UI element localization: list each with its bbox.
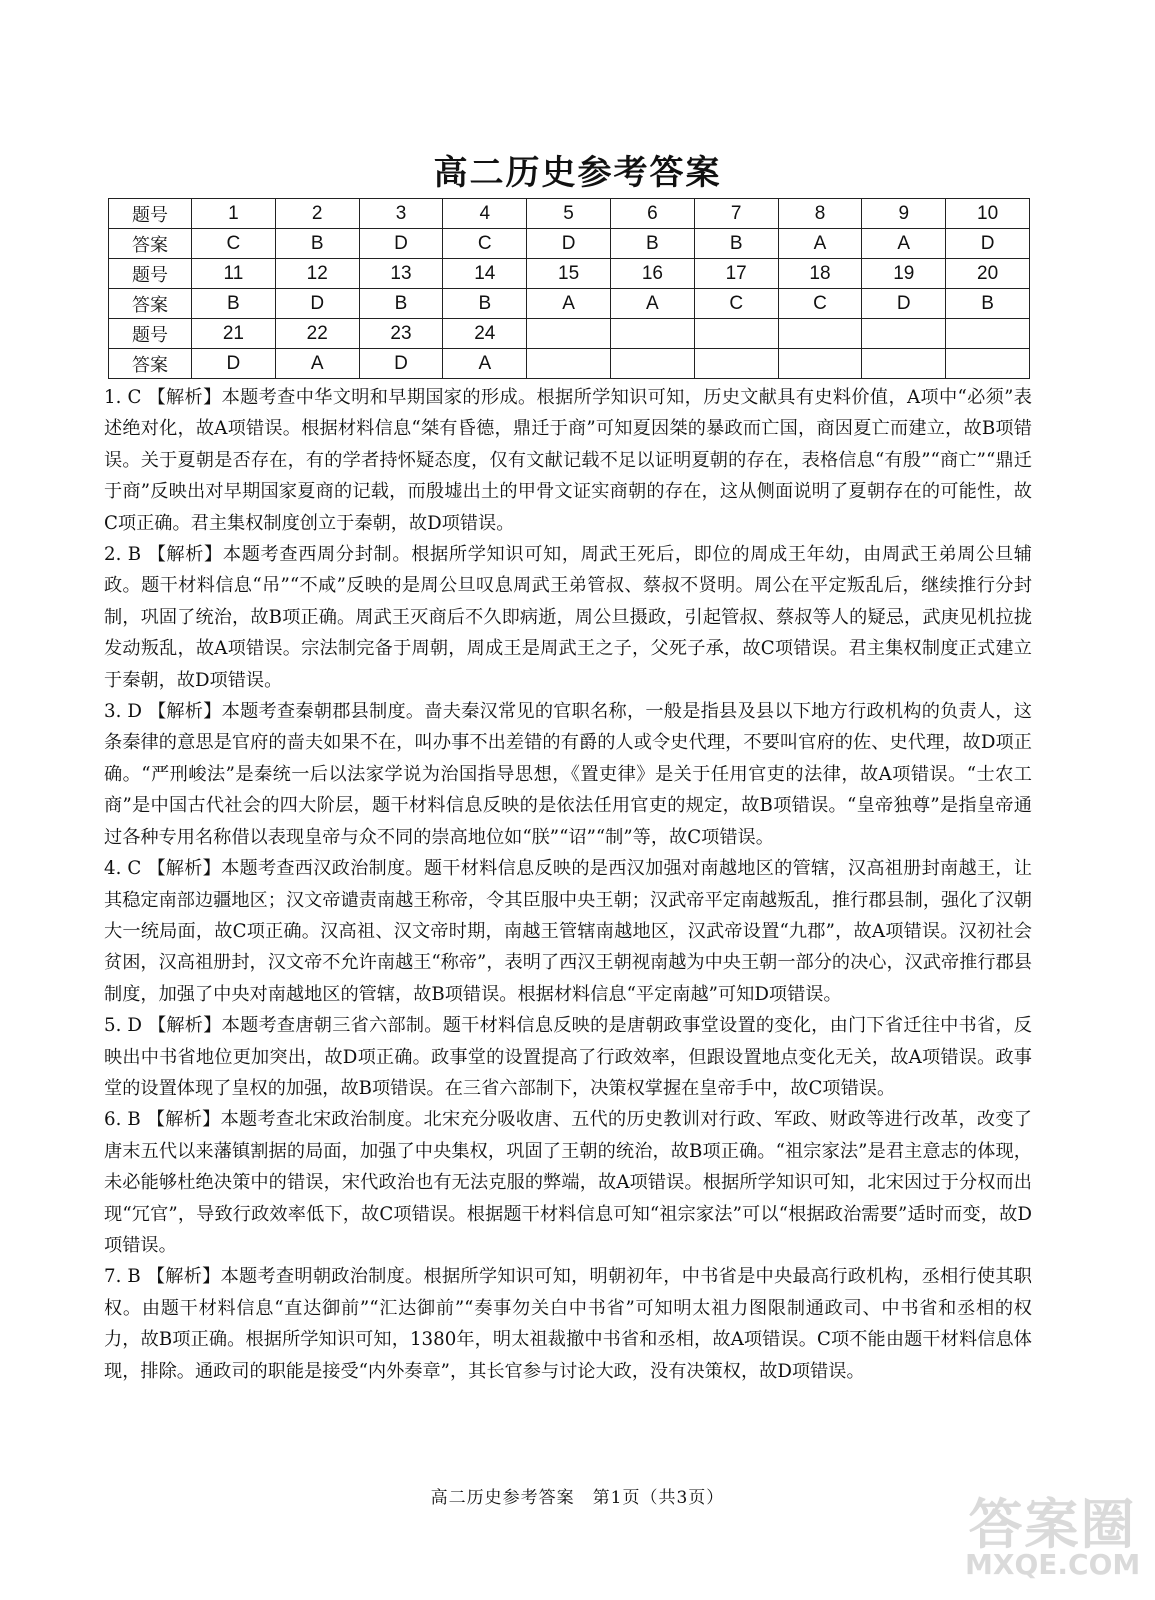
row-header-cell: 题号 bbox=[109, 319, 192, 349]
table-cell: 21 bbox=[192, 319, 276, 349]
row-header-cell: 答案 bbox=[109, 289, 192, 319]
table-cell: 24 bbox=[443, 319, 527, 349]
table-row bbox=[109, 319, 1030, 349]
page-title: 高二历史参考答案 bbox=[433, 153, 722, 193]
explanation-paragraph: 2. B 【解析】本题考查西周分封制。根据所学知识可知，周武王死后，即位的周成王年幼，由周武王弟周公旦辅政。题干材料信息“吊”“不咸”反映的是周公旦叹息周武王弟管叔、蔡叔不贤明。周公在平定叛乱后，继续推行分封制，巩固了统治，故B项正确。周武王灭商后不久即病逝，周公旦摄政，引起管叔、蔡叔等人的疑忌，武庚见机拉拢发动叛乱，故A项错误。宗法制完备于周朝，周成王是周武王之子，父死子承，故C项错误。君主集权制度正式建立于秦朝，故D项错误。 bbox=[104, 544, 1032, 691]
table-cell: 19 bbox=[862, 259, 946, 289]
explanation-paragraph: 3. D 【解析】本题考查秦朝郡县制度。啬夫秦汉常见的官职名称，一般是指县及县以下地方行政机构的负责人，这条秦律的意思是官府的啬夫如果不在，叫办事不出差错的有爵的人或令史代理，不要叫官府的佐、史代理，故D项正确。“严刑峻法”是秦统一后以法家学说为治国指导思想，《置吏律》是关于任用官吏的法律，故A项错误。“士农工商”是中国古代社会的四大阶层，题干材料信息反映的是依法任用官吏的规定，故B项错误。“皇帝独尊”是指皇帝通过各种专用名称借以表现皇帝与众不同的崇高地位如“朕”“诏”“制”等，故C项错误。 bbox=[104, 701, 1032, 848]
row-header-cell: 答案 bbox=[109, 229, 192, 259]
table-cell: A bbox=[610, 289, 694, 319]
table-cell: 15 bbox=[527, 259, 611, 289]
table-cell: C bbox=[192, 229, 276, 259]
table-cell bbox=[946, 349, 1030, 379]
table-cell: 5 bbox=[527, 199, 611, 229]
table-cell: 22 bbox=[275, 319, 359, 349]
table-row bbox=[109, 199, 1030, 229]
explanation-paragraph: 4. C 【解析】本题考查西汉政治制度。题干材料信息反映的是西汉加强对南越地区的管辖，汉高祖册封南越王，让其稳定南部边疆地区；汉文帝谴责南越王称帝，令其臣服中央王朝；汉武帝平定南越叛乱，推行郡县制，强化了汉朝大一统局面，故C项正确。汉高祖、汉文帝时期，南越王管辖南越地区，汉武帝设置“九郡”，故A项错误。汉初社会贫困，汉高祖册封，汉文帝不允许南越王“称帝”，表明了西汉王朝视南越为中央王朝一部分的决心，汉武帝推行郡县制度，加强了中央对南越地区的管辖，故B项错误。根据材料信息“平定南越”可知D项错误。 bbox=[104, 858, 1032, 1005]
table-row bbox=[109, 289, 1030, 319]
explanations bbox=[104, 382, 1032, 1387]
explanation-paragraph: 5. D 【解析】本题考查唐朝三省六部制。题干材料信息反映的是唐朝政事堂设置的变化，由门下省迁往中书省，反映出中书省地位更加突出，故D项正确。政事堂的设置提高了行政效率，但跟设置地点变化无关，故A项错误。政事堂的设置体现了皇权的加强，故B项错误。在三省六部制下，决策权掌握在皇帝手中，故C项错误。 bbox=[104, 1015, 1032, 1099]
table-cell: B bbox=[610, 229, 694, 259]
table-cell: 3 bbox=[359, 199, 443, 229]
table-cell: B bbox=[275, 229, 359, 259]
table-cell: B bbox=[359, 289, 443, 319]
table-cell: C bbox=[778, 289, 862, 319]
explanation-paragraph: 7. B 【解析】本题考查明朝政治制度。根据所学知识可知，明朝初年，中书省是中央最高行政机构，丞相行使其职权。由题干材料信息“直达御前”“汇达御前”“奏事勿关白中书省”可知明太祖力图限制通政司、中书省和丞相的权力，故B项正确。根据所学知识可知，1380年，明太祖裁撤中书省和丞相，故A项错误。C项不能由题干材料信息体现，排除。通政司的职能是接受“内外奏章”，其长官参与讨论大政，没有决策权，故D项错误。 bbox=[104, 1266, 1032, 1382]
table-row bbox=[109, 349, 1030, 379]
table-cell: D bbox=[275, 289, 359, 319]
table-cell: 2 bbox=[275, 199, 359, 229]
row-header-cell: 题号 bbox=[109, 199, 192, 229]
table-cell: D bbox=[359, 229, 443, 259]
table-cell: A bbox=[862, 229, 946, 259]
table-cell: C bbox=[694, 289, 778, 319]
table-cell: B bbox=[946, 289, 1030, 319]
table-cell: 1 bbox=[192, 199, 276, 229]
table-cell: 10 bbox=[946, 199, 1030, 229]
row-header-cell: 答案 bbox=[109, 349, 192, 379]
table-cell: 8 bbox=[778, 199, 862, 229]
table-cell: 7 bbox=[694, 199, 778, 229]
table-cell: 4 bbox=[443, 199, 527, 229]
table-cell: 9 bbox=[862, 199, 946, 229]
table-cell bbox=[610, 349, 694, 379]
table-cell: 13 bbox=[359, 259, 443, 289]
table-cell: B bbox=[694, 229, 778, 259]
table-cell bbox=[610, 319, 694, 349]
table-cell bbox=[527, 349, 611, 379]
table-cell bbox=[778, 349, 862, 379]
table-cell: A bbox=[275, 349, 359, 379]
table-cell bbox=[862, 349, 946, 379]
table-cell: 20 bbox=[946, 259, 1030, 289]
table-cell bbox=[862, 319, 946, 349]
table-cell bbox=[946, 319, 1030, 349]
table-cell bbox=[694, 349, 778, 379]
table-cell: A bbox=[443, 349, 527, 379]
row-header-cell: 题号 bbox=[109, 259, 192, 289]
answer-table bbox=[108, 198, 1030, 379]
table-cell: D bbox=[359, 349, 443, 379]
table-cell: D bbox=[192, 349, 276, 379]
table-cell bbox=[694, 319, 778, 349]
table-cell: 23 bbox=[359, 319, 443, 349]
table-cell: 18 bbox=[778, 259, 862, 289]
table-cell: D bbox=[862, 289, 946, 319]
table-cell: 6 bbox=[610, 199, 694, 229]
table-cell: 17 bbox=[694, 259, 778, 289]
table-cell: 12 bbox=[275, 259, 359, 289]
table-cell: D bbox=[946, 229, 1030, 259]
table-cell: D bbox=[527, 229, 611, 259]
table-cell bbox=[527, 319, 611, 349]
table-row bbox=[109, 229, 1030, 259]
table-cell: 16 bbox=[610, 259, 694, 289]
page-footer: 高二历史参考答案 第1页（共3页） bbox=[430, 1488, 725, 1508]
watermark-logo bbox=[965, 1478, 1140, 1588]
explanation-paragraph: 1. C 【解析】本题考查中华文明和早期国家的形成。根据所学知识可知，历史文献具有史料价值，A项中“必须”表述绝对化，故A项错误。根据材料信息“桀有昏德，鼎迁于商”可知夏因桀的暴政而亡国，商因夏亡而建立，故B项错误。关于夏朝是否存在，有的学者持怀疑态度，仅有文献记载不足以证明夏朝的存在，表格信息“有殷”“商亡”“鼎迁于商”反映出对早期国家夏商的记载，而殷墟出土的甲骨文证实商朝的存在，这从侧面说明了夏朝存在的可能性，故C项正确。君主集权制度创立于秦朝，故D项错误。 bbox=[104, 387, 1032, 534]
table-cell: 14 bbox=[443, 259, 527, 289]
table-cell: A bbox=[778, 229, 862, 259]
explanation-paragraph: 6. B 【解析】本题考查北宋政治制度。北宋充分吸收唐、五代的历史教训对行政、军政、财政等进行改革，改变了唐末五代以来藩镇割据的局面，加强了中央集权，巩固了王朝的统治，故B项正确。“祖宗家法”是君主意志的体现，未必能够杜绝决策中的错误，宋代政治也有无法克服的弊端，故A项错误。根据所学知识可知，北宋因过于分权而出现“冗官”，导致行政效率低下，故C项错误。根据题干材料信息可知“祖宗家法”可以“根据政治需要”适时而变，故D项错误。 bbox=[104, 1109, 1032, 1256]
table-cell: A bbox=[527, 289, 611, 319]
watermark-url: MXQE.COM bbox=[965, 1548, 1141, 1581]
table-cell: B bbox=[192, 289, 276, 319]
watermark-text: 答案圈 bbox=[968, 1493, 1137, 1556]
table-cell bbox=[778, 319, 862, 349]
table-cell: B bbox=[443, 289, 527, 319]
table-row bbox=[109, 259, 1030, 289]
table-cell: 11 bbox=[192, 259, 276, 289]
table-cell: C bbox=[443, 229, 527, 259]
